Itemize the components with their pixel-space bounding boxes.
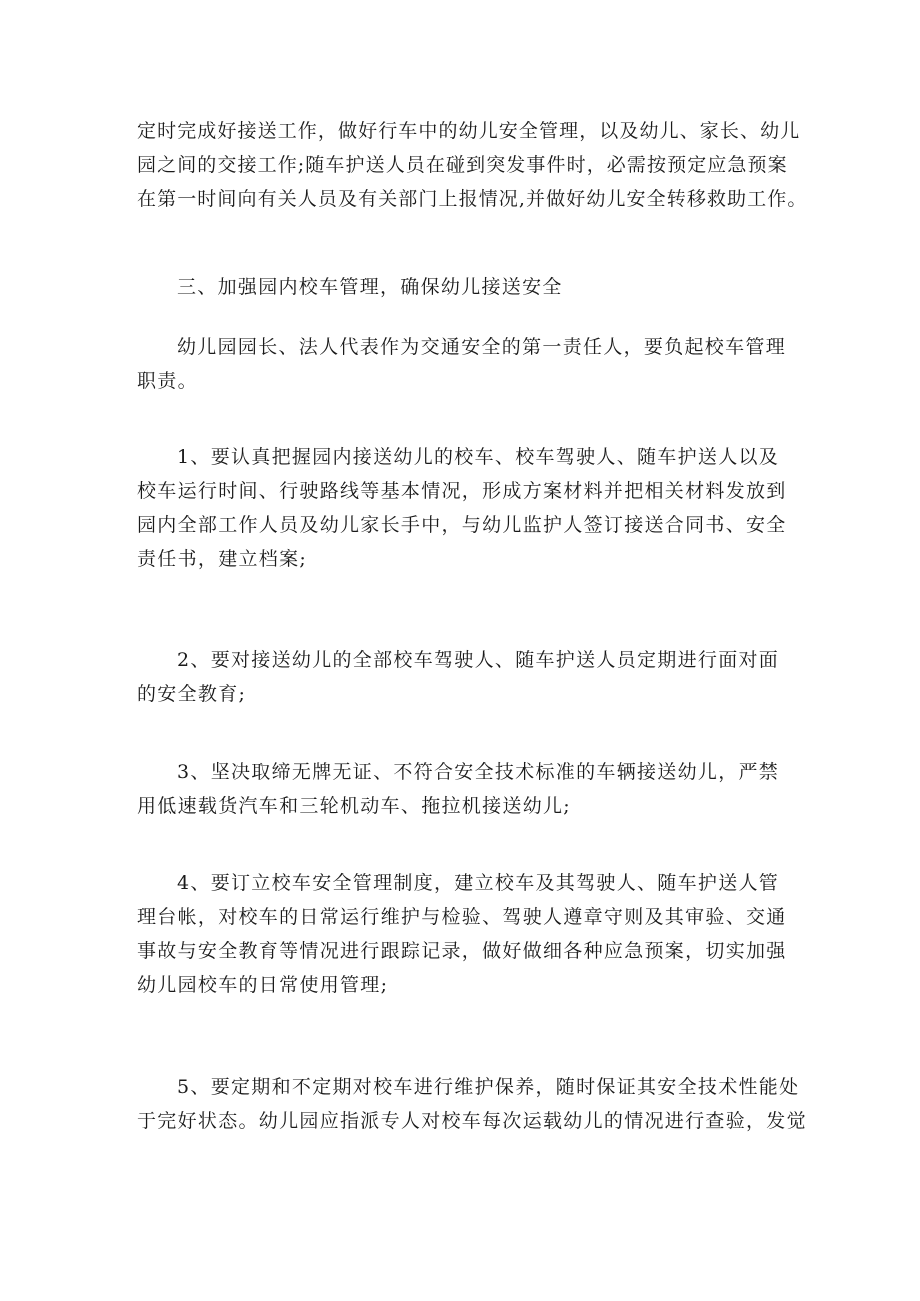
text-line: 事故与安全教育等情况进行跟踪记录，做好做细各种应急预案，切实加强 [137, 940, 787, 962]
text-line: 幼儿园校车的日常使用管理; [137, 974, 389, 996]
text-line: 4、要订立校车安全管理制度，建立校车及其驾驶人、随车护送人管 [177, 872, 780, 894]
section-heading-text: 三、加强园内校车管理，确保幼儿接送安全 [177, 276, 563, 298]
text-line: 幼儿园园长、法人代表作为交通安全的第一责任人，要负起校车管理 [177, 336, 787, 358]
text-line: 职责。 [137, 370, 198, 392]
text-line: 3、坚决取缔无牌无证、不符合安全技术标准的车辆接送幼儿，严禁 [177, 761, 780, 783]
list-item-5 [137, 1070, 817, 1138]
text-line: 2、要对接送幼儿的全部校车驾驶人、随车护送人员定期进行面对面 [177, 649, 780, 671]
list-item-2 [137, 643, 817, 711]
text-line: 5、要定期和不定期对校车进行维护保养，随时保证其安全技术性能处 [177, 1076, 800, 1098]
text-line: 园内全部工作人员及幼儿家长手中，与幼儿监护人签订接送合同书、安全 [137, 514, 787, 536]
list-item-1 [137, 440, 817, 576]
list-item-3 [137, 755, 817, 823]
text-line: 用低速载货汽车和三轮机动车、拖拉机接送幼儿; [137, 795, 572, 817]
list-item-4 [137, 866, 817, 1002]
text-line: 定时完成好接送工作，做好行车中的幼儿安全管理，以及幼儿、家长、幼儿 [137, 120, 801, 142]
text-line: 于完好状态。幼儿园应指派专人对校车每次运载幼儿的情况进行查验，发觉 [137, 1110, 807, 1132]
section-heading [137, 270, 817, 304]
text-line: 在第一时间向有关人员及有关部门上报情况,并做好幼儿安全转移救助工作。 [137, 188, 808, 210]
text-line: 1、要认真把握园内接送幼儿的校车、校车驾驶人、随车护送人以及 [177, 446, 780, 468]
text-line: 责任书，建立档案; [137, 548, 308, 570]
text-line: 的安全教育; [137, 683, 247, 705]
text-line: 校车运行时间、行驶路线等基本情况，形成方案材料并把相关材料发放到 [137, 480, 787, 502]
paragraph-responsibility [137, 330, 817, 398]
paragraph-handover-duties [137, 114, 817, 216]
text-line: 理台帐，对校车的日常运行维护与检验、驾驶人遵章守则及其审验、交通 [137, 906, 787, 928]
text-line: 园之间的交接工作;随车护送人员在碰到突发事件时，必需按预定应急预案 [137, 154, 788, 176]
